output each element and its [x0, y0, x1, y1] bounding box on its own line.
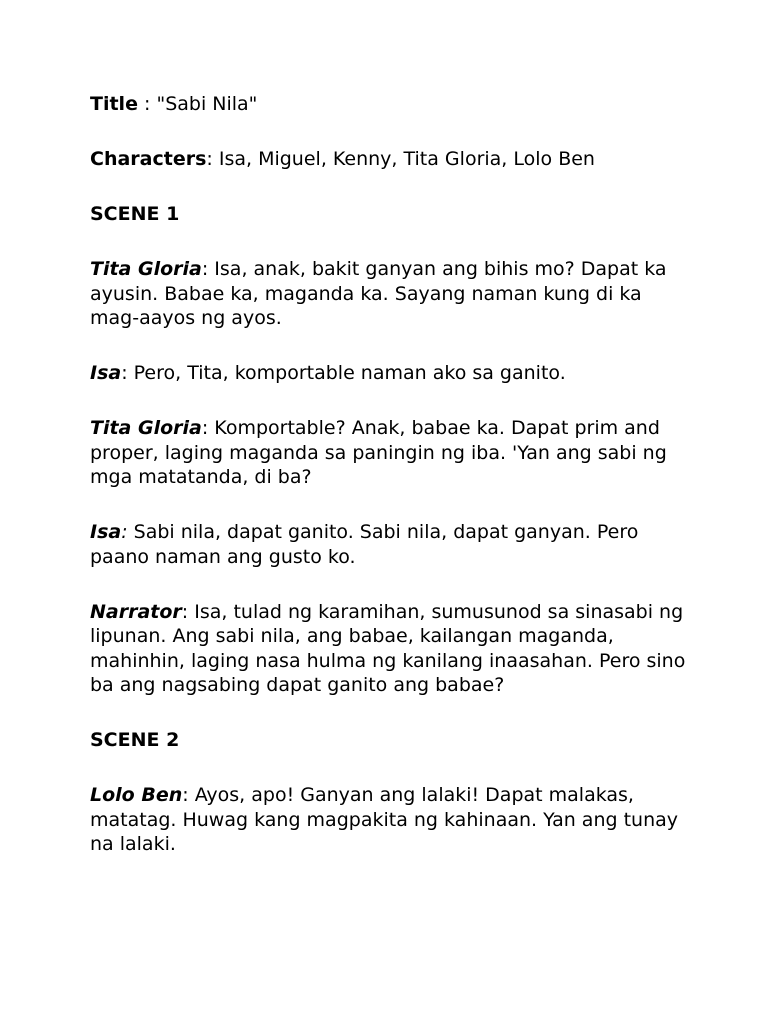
- scene-heading: SCENE 1: [90, 203, 180, 225]
- dialogue-line: [90, 257, 690, 331]
- dialogue-line: [90, 361, 690, 386]
- title-label: Title: [90, 93, 138, 115]
- characters-value: : Isa, Miguel, Kenny, Tita Gloria, Lolo Ben: [206, 148, 595, 170]
- dialogue-text: Komportable? Anak, babae ka. Dapat prim and proper, laging maganda sa paningin ng iba. 'Yan ang sabi ng mga matatanda, di ba?: [90, 417, 667, 488]
- dialogue-text: Ayos, apo! Ganyan ang lalaki! Dapat malakas, matatag. Huwag kang magpakita ng kahinaan. Yan ang tunay na lalaki.: [90, 784, 679, 855]
- speaker-name: Narrator: [90, 600, 182, 623]
- dialogue-line: [90, 783, 690, 857]
- dialogue-line: [90, 520, 690, 569]
- dialogue-text: Isa, tulad ng karamihan, sumusunod sa sinasabi ng lipunan. Ang sabi nila, ang babae, kailangan maganda, mahinhin, laging nasa hulma ng kanilang inaasahan. Pero sino ba ang nagsabing dapat ganito ang babae?: [90, 600, 686, 696]
- speaker-separator: :: [121, 362, 128, 384]
- speaker-separator: :: [121, 521, 128, 543]
- dialogue-line: [90, 416, 690, 490]
- dialogue-line: [90, 600, 690, 698]
- speaker-separator: :: [201, 258, 209, 280]
- speaker-name: Tita Gloria: [90, 417, 202, 439]
- dialogue-text: Sabi nila, dapat ganito. Sabi nila, dapat ganyan. Pero paano naman ang gusto ko.: [90, 521, 639, 568]
- dialogue-text: Pero, Tita, komportable naman ako sa ganito.: [127, 362, 566, 384]
- characters-label: Characters: [90, 148, 207, 170]
- dialogue-text: Isa, anak, bakit ganyan ang bihis mo? Dapat ka ayusin. Babae ka, maganda ka. Sayang naman kung di ka mag-aayos ng ayos.: [90, 258, 667, 329]
- title-value: : "Sabi Nila": [137, 93, 258, 115]
- title-line: [90, 92, 690, 117]
- speaker-separator: :: [201, 417, 209, 439]
- script-document: [90, 92, 690, 887]
- scene-heading: SCENE 2: [90, 729, 180, 751]
- speaker-name: Tita Gloria: [90, 258, 202, 280]
- speaker-name: Isa: [90, 521, 122, 543]
- characters-line: [90, 147, 690, 172]
- speaker-separator: :: [181, 600, 189, 623]
- speaker-separator: :: [182, 784, 189, 806]
- speaker-name: Lolo Ben: [90, 784, 183, 806]
- speaker-name: Isa: [90, 362, 122, 384]
